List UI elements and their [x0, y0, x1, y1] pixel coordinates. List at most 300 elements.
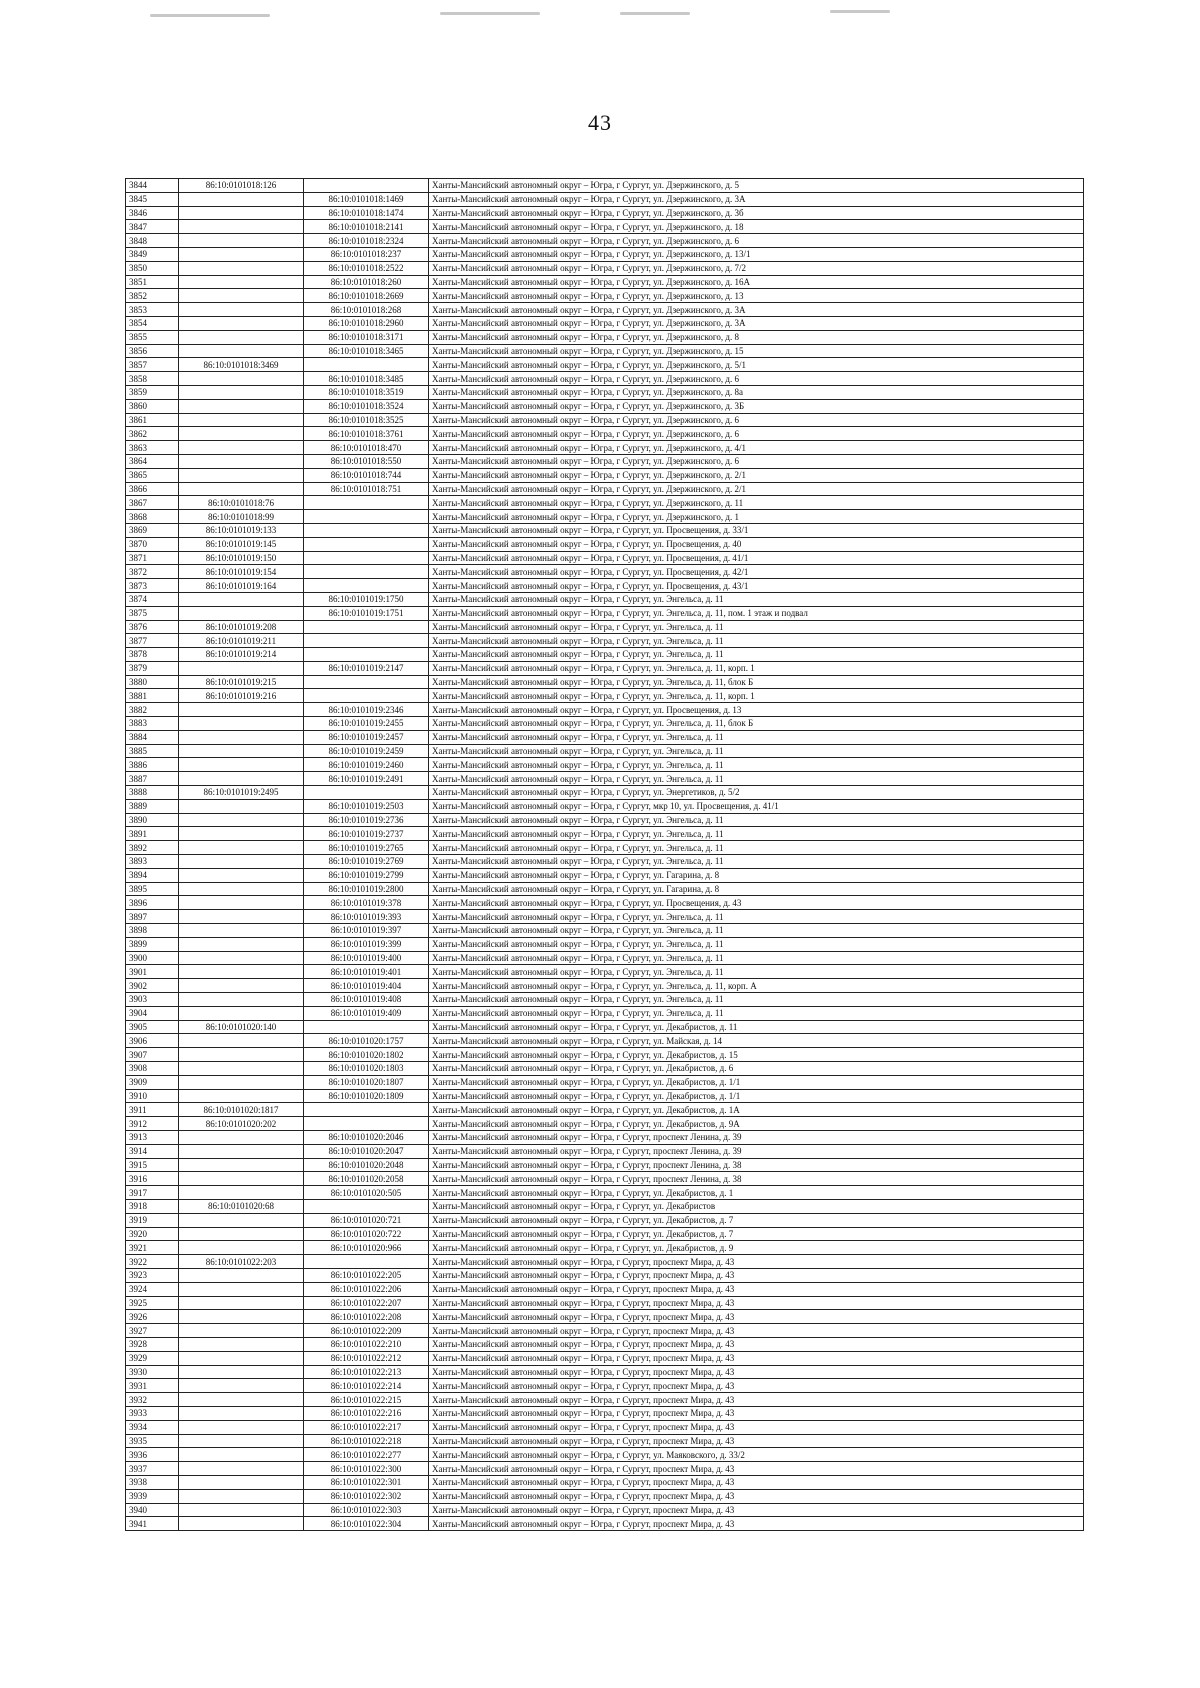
table-row [126, 910, 1084, 924]
row-number-cell: 3898 [126, 924, 179, 938]
building-number-cell: 86:10:0101018:2522 [304, 261, 429, 275]
building-number-cell: 86:10:0101018:3525 [304, 413, 429, 427]
table-row [126, 537, 1084, 551]
land-parcel-number-cell [179, 1144, 304, 1158]
table-row [126, 399, 1084, 413]
building-number-cell: 86:10:0101018:3761 [304, 427, 429, 441]
land-parcel-number-cell [179, 441, 304, 455]
table-row [126, 1406, 1084, 1420]
building-number-cell: 86:10:0101022:214 [304, 1379, 429, 1393]
table-row [126, 1130, 1084, 1144]
row-number-cell: 3935 [126, 1434, 179, 1448]
table-row [126, 1062, 1084, 1076]
row-number-cell: 3844 [126, 179, 179, 193]
building-number-cell: 86:10:0101019:2736 [304, 813, 429, 827]
table-row [126, 482, 1084, 496]
table-row [126, 951, 1084, 965]
land-parcel-number-cell [179, 1034, 304, 1048]
building-number-cell [304, 179, 429, 193]
building-number-cell: 86:10:0101020:1757 [304, 1034, 429, 1048]
land-parcel-number-cell [179, 910, 304, 924]
address-cell: Ханты-Мансийский автономный округ – Югра, г Сургут, проспект Ленина, д. 39 [429, 1130, 1084, 1144]
row-number-cell: 3933 [126, 1406, 179, 1420]
building-number-cell: 86:10:0101019:2460 [304, 758, 429, 772]
table-row [126, 620, 1084, 634]
row-number-cell: 3921 [126, 1241, 179, 1255]
address-cell: Ханты-Мансийский автономный округ – Югра, г Сургут, ул. Энгельса, д. 11, корп. 1 [429, 689, 1084, 703]
table-row [126, 510, 1084, 524]
building-number-cell: 86:10:0101020:1802 [304, 1048, 429, 1062]
building-number-cell: 86:10:0101022:277 [304, 1448, 429, 1462]
row-number-cell: 3885 [126, 744, 179, 758]
row-number-cell: 3869 [126, 523, 179, 537]
row-number-cell: 3897 [126, 910, 179, 924]
building-number-cell [304, 648, 429, 662]
scan-artifact [620, 12, 690, 15]
address-cell: Ханты-Мансийский автономный округ – Югра, г Сургут, ул. Энгельса, д. 11 [429, 634, 1084, 648]
row-number-cell: 3846 [126, 206, 179, 220]
row-number-cell: 3871 [126, 551, 179, 565]
scan-artifact [440, 12, 540, 15]
building-number-cell: 86:10:0101022:216 [304, 1406, 429, 1420]
address-cell: Ханты-Мансийский автономный округ – Югра, г Сургут, ул. Декабристов, д. 1А [429, 1103, 1084, 1117]
building-number-cell: 86:10:0101020:2058 [304, 1172, 429, 1186]
address-cell: Ханты-Мансийский автономный округ – Югра, г Сургут, ул. Энгельса, д. 11 [429, 1006, 1084, 1020]
land-parcel-number-cell [179, 1310, 304, 1324]
land-parcel-number-cell [179, 192, 304, 206]
table-row [126, 372, 1084, 386]
address-cell: Ханты-Мансийский автономный округ – Югра, г Сургут, ул. Декабристов, д. 1 [429, 1186, 1084, 1200]
land-parcel-number-cell: 86:10:0101019:2495 [179, 786, 304, 800]
land-parcel-number-cell [179, 896, 304, 910]
land-parcel-number-cell [179, 468, 304, 482]
table-body [126, 179, 1084, 1531]
land-parcel-number-cell: 86:10:0101019:133 [179, 523, 304, 537]
building-number-cell: 86:10:0101019:2147 [304, 661, 429, 675]
building-number-cell: 86:10:0101019:401 [304, 965, 429, 979]
building-number-cell [304, 620, 429, 634]
address-cell: Ханты-Мансийский автономный округ – Югра, г Сургут, ул. Энгельса, д. 11 [429, 744, 1084, 758]
land-parcel-number-cell [179, 482, 304, 496]
table-row [126, 496, 1084, 510]
row-number-cell: 3865 [126, 468, 179, 482]
row-number-cell: 3890 [126, 813, 179, 827]
building-number-cell: 86:10:0101022:300 [304, 1462, 429, 1476]
building-number-cell: 86:10:0101018:2324 [304, 234, 429, 248]
row-number-cell: 3928 [126, 1337, 179, 1351]
address-cell: Ханты-Мансийский автономный округ – Югра, г Сургут, ул. Декабристов [429, 1199, 1084, 1213]
table-row [126, 1034, 1084, 1048]
land-parcel-number-cell: 86:10:0101019:164 [179, 579, 304, 593]
land-parcel-number-cell [179, 1475, 304, 1489]
table-row [126, 1393, 1084, 1407]
building-number-cell: 86:10:0101019:397 [304, 924, 429, 938]
address-cell: Ханты-Мансийский автономный округ – Югра, г Сургут, ул. Просвещения, д. 43/1 [429, 579, 1084, 593]
row-number-cell: 3892 [126, 841, 179, 855]
land-parcel-number-cell [179, 1227, 304, 1241]
table-row [126, 289, 1084, 303]
building-number-cell: 86:10:0101018:3485 [304, 372, 429, 386]
address-cell: Ханты-Мансийский автономный округ – Югра, г Сургут, проспект Ленина, д. 38 [429, 1172, 1084, 1186]
address-cell: Ханты-Мансийский автономный округ – Югра, г Сургут, ул. Энгельса, д. 11 [429, 993, 1084, 1007]
land-parcel-number-cell [179, 758, 304, 772]
row-number-cell: 3931 [126, 1379, 179, 1393]
table-row [126, 1241, 1084, 1255]
table-row [126, 1172, 1084, 1186]
land-parcel-number-cell [179, 385, 304, 399]
building-number-cell: 86:10:0101020:2046 [304, 1130, 429, 1144]
land-parcel-number-cell [179, 330, 304, 344]
table-row [126, 1503, 1084, 1517]
address-cell: Ханты-Мансийский автономный округ – Югра, г Сургут, ул. Энгельса, д. 11 [429, 951, 1084, 965]
land-parcel-number-cell: 86:10:0101018:126 [179, 179, 304, 193]
land-parcel-number-cell [179, 592, 304, 606]
address-cell: Ханты-Мансийский автономный округ – Югра, г Сургут, проспект Мира, д. 43 [429, 1475, 1084, 1489]
building-number-cell [304, 786, 429, 800]
row-number-cell: 3899 [126, 937, 179, 951]
land-parcel-number-cell [179, 1075, 304, 1089]
table-row [126, 523, 1084, 537]
address-cell: Ханты-Мансийский автономный округ – Югра, г Сургут, ул. Дзержинского, д. 3А [429, 192, 1084, 206]
row-number-cell: 3894 [126, 868, 179, 882]
address-cell: Ханты-Мансийский автономный округ – Югра, г Сургут, ул. Дзержинского, д. 7/2 [429, 261, 1084, 275]
address-cell: Ханты-Мансийский автономный округ – Югра, г Сургут, ул. Дзержинского, д. 6 [429, 427, 1084, 441]
building-number-cell: 86:10:0101020:966 [304, 1241, 429, 1255]
address-cell: Ханты-Мансийский автономный округ – Югра, г Сургут, проспект Мира, д. 43 [429, 1296, 1084, 1310]
land-parcel-number-cell [179, 661, 304, 675]
address-cell: Ханты-Мансийский автономный округ – Югра, г Сургут, ул. Дзержинского, д. 3б [429, 206, 1084, 220]
address-cell: Ханты-Мансийский автономный округ – Югра, г Сургут, ул. Декабристов, д. 7 [429, 1213, 1084, 1227]
land-parcel-number-cell [179, 1434, 304, 1448]
land-parcel-number-cell [179, 606, 304, 620]
table-row [126, 358, 1084, 372]
land-parcel-number-cell [179, 772, 304, 786]
row-number-cell: 3940 [126, 1503, 179, 1517]
table-row [126, 1379, 1084, 1393]
address-cell: Ханты-Мансийский автономный округ – Югра, г Сургут, ул. Дзержинского, д. 8а [429, 385, 1084, 399]
row-number-cell: 3925 [126, 1296, 179, 1310]
row-number-cell: 3847 [126, 220, 179, 234]
building-number-cell: 86:10:0101019:404 [304, 979, 429, 993]
address-cell: Ханты-Мансийский автономный округ – Югра, г Сургут, ул. Энгельса, д. 11 [429, 772, 1084, 786]
building-number-cell: 86:10:0101019:409 [304, 1006, 429, 1020]
building-number-cell: 86:10:0101018:3519 [304, 385, 429, 399]
row-number-cell: 3863 [126, 441, 179, 455]
address-cell: Ханты-Мансийский автономный округ – Югра, г Сургут, ул. Декабристов, д. 9А [429, 1117, 1084, 1131]
row-number-cell: 3911 [126, 1103, 179, 1117]
table-row [126, 220, 1084, 234]
address-cell: Ханты-Мансийский автономный округ – Югра, г Сургут, ул. Энгельса, д. 11 [429, 730, 1084, 744]
table-row [126, 454, 1084, 468]
address-cell: Ханты-Мансийский автономный округ – Югра, г Сургут, проспект Мира, д. 43 [429, 1282, 1084, 1296]
address-cell: Ханты-Мансийский автономный округ – Югра, г Сургут, проспект Мира, д. 43 [429, 1310, 1084, 1324]
table-row [126, 675, 1084, 689]
address-cell: Ханты-Мансийский автономный округ – Югра, г Сургут, проспект Мира, д. 43 [429, 1379, 1084, 1393]
row-number-cell: 3905 [126, 1020, 179, 1034]
address-cell: Ханты-Мансийский автономный округ – Югра, г Сургут, ул. Энгельса, д. 11 [429, 855, 1084, 869]
row-number-cell: 3915 [126, 1158, 179, 1172]
address-cell: Ханты-Мансийский автономный округ – Югра, г Сургут, ул. Декабристов, д. 6 [429, 1062, 1084, 1076]
address-cell: Ханты-Мансийский автономный округ – Югра, г Сургут, проспект Мира, д. 43 [429, 1337, 1084, 1351]
land-parcel-number-cell [179, 924, 304, 938]
address-cell: Ханты-Мансийский автономный округ – Югра, г Сургут, ул. Дзержинского, д. 5/1 [429, 358, 1084, 372]
row-number-cell: 3848 [126, 234, 179, 248]
address-cell: Ханты-Мансийский автономный округ – Югра, г Сургут, ул. Дзержинского, д. 2/1 [429, 468, 1084, 482]
land-parcel-number-cell [179, 1351, 304, 1365]
row-number-cell: 3910 [126, 1089, 179, 1103]
address-cell: Ханты-Мансийский автономный округ – Югра, г Сургут, проспект Мира, д. 43 [429, 1503, 1084, 1517]
address-cell: Ханты-Мансийский автономный округ – Югра, г Сургут, ул. Энгельса, д. 11, блок Б [429, 717, 1084, 731]
row-number-cell: 3936 [126, 1448, 179, 1462]
building-number-cell: 86:10:0101022:301 [304, 1475, 429, 1489]
table-row [126, 1365, 1084, 1379]
building-number-cell: 86:10:0101018:3171 [304, 330, 429, 344]
address-cell: Ханты-Мансийский автономный округ – Югра, г Сургут, ул. Энгельса, д. 11 [429, 910, 1084, 924]
table-row [126, 1462, 1084, 1476]
building-number-cell: 86:10:0101022:208 [304, 1310, 429, 1324]
row-number-cell: 3886 [126, 758, 179, 772]
table-row [126, 965, 1084, 979]
land-parcel-number-cell [179, 841, 304, 855]
land-parcel-number-cell [179, 1393, 304, 1407]
table-row [126, 579, 1084, 593]
table-row [126, 841, 1084, 855]
building-number-cell: 86:10:0101019:378 [304, 896, 429, 910]
land-parcel-number-cell [179, 993, 304, 1007]
land-parcel-number-cell [179, 220, 304, 234]
address-cell: Ханты-Мансийский автономный округ – Югра, г Сургут, ул. Дзержинского, д. 6 [429, 234, 1084, 248]
table-row [126, 979, 1084, 993]
land-parcel-number-cell [179, 937, 304, 951]
table-row [126, 1103, 1084, 1117]
address-cell: Ханты-Мансийский автономный округ – Югра, г Сургут, ул. Дзержинского, д. 16А [429, 275, 1084, 289]
address-cell: Ханты-Мансийский автономный округ – Югра, г Сургут, ул. Энгельса, д. 11, блок Б [429, 675, 1084, 689]
address-cell: Ханты-Мансийский автономный округ – Югра, г Сургут, проспект Мира, д. 43 [429, 1255, 1084, 1269]
row-number-cell: 3887 [126, 772, 179, 786]
land-parcel-number-cell [179, 1006, 304, 1020]
address-cell: Ханты-Мансийский автономный округ – Югра, г Сургут, ул. Просвещения, д. 41/1 [429, 551, 1084, 565]
land-parcel-number-cell [179, 1130, 304, 1144]
table-row [126, 1268, 1084, 1282]
building-number-cell [304, 1199, 429, 1213]
table-row [126, 247, 1084, 261]
address-cell: Ханты-Мансийский автономный округ – Югра, г Сургут, ул. Энгельса, д. 11 [429, 841, 1084, 855]
table-row [126, 1282, 1084, 1296]
row-number-cell: 3868 [126, 510, 179, 524]
building-number-cell: 86:10:0101022:215 [304, 1393, 429, 1407]
row-number-cell: 3930 [126, 1365, 179, 1379]
row-number-cell: 3919 [126, 1213, 179, 1227]
land-parcel-number-cell: 86:10:0101019:145 [179, 537, 304, 551]
land-parcel-number-cell [179, 413, 304, 427]
row-number-cell: 3879 [126, 661, 179, 675]
address-cell: Ханты-Мансийский автономный округ – Югра, г Сургут, проспект Мира, д. 43 [429, 1462, 1084, 1476]
row-number-cell: 3850 [126, 261, 179, 275]
row-number-cell: 3912 [126, 1117, 179, 1131]
building-number-cell: 86:10:0101019:2769 [304, 855, 429, 869]
table-row [126, 648, 1084, 662]
address-cell: Ханты-Мансийский автономный округ – Югра, г Сургут, ул. Просвещения, д. 43 [429, 896, 1084, 910]
land-parcel-number-cell: 86:10:0101018:99 [179, 510, 304, 524]
table-row [126, 1337, 1084, 1351]
land-parcel-number-cell [179, 1448, 304, 1462]
address-cell: Ханты-Мансийский автономный округ – Югра, г Сургут, ул. Энгельса, д. 11 [429, 937, 1084, 951]
land-parcel-number-cell: 86:10:0101020:1817 [179, 1103, 304, 1117]
land-parcel-number-cell [179, 813, 304, 827]
address-cell: Ханты-Мансийский автономный округ – Югра, г Сургут, ул. Дзержинского, д. 5 [429, 179, 1084, 193]
building-number-cell: 86:10:0101022:205 [304, 1268, 429, 1282]
table-row [126, 827, 1084, 841]
land-parcel-number-cell [179, 979, 304, 993]
land-parcel-number-cell [179, 744, 304, 758]
building-number-cell [304, 496, 429, 510]
table-row [126, 730, 1084, 744]
address-cell: Ханты-Мансийский автономный округ – Югра, г Сургут, ул. Просвещения, д. 13 [429, 703, 1084, 717]
row-number-cell: 3856 [126, 344, 179, 358]
row-number-cell: 3913 [126, 1130, 179, 1144]
table-row [126, 868, 1084, 882]
land-parcel-number-cell [179, 730, 304, 744]
building-number-cell [304, 1103, 429, 1117]
address-cell: Ханты-Мансийский автономный округ – Югра, г Сургут, ул. Декабристов, д. 7 [429, 1227, 1084, 1241]
land-parcel-number-cell [179, 1503, 304, 1517]
table-row [126, 882, 1084, 896]
row-number-cell: 3889 [126, 799, 179, 813]
land-parcel-number-cell [179, 1062, 304, 1076]
row-number-cell: 3908 [126, 1062, 179, 1076]
building-number-cell: 86:10:0101018:744 [304, 468, 429, 482]
land-parcel-number-cell [179, 399, 304, 413]
row-number-cell: 3870 [126, 537, 179, 551]
table-row [126, 689, 1084, 703]
table-row [126, 565, 1084, 579]
address-cell: Ханты-Мансийский автономный округ – Югра, г Сургут, проспект Мира, д. 43 [429, 1406, 1084, 1420]
table-row [126, 1351, 1084, 1365]
table-row [126, 261, 1084, 275]
address-cell: Ханты-Мансийский автономный округ – Югра, г Сургут, ул. Дзержинского, д. 3Б [429, 399, 1084, 413]
land-parcel-number-cell [179, 1489, 304, 1503]
row-number-cell: 3907 [126, 1048, 179, 1062]
row-number-cell: 3853 [126, 303, 179, 317]
address-cell: Ханты-Мансийский автономный округ – Югра, г Сургут, ул. Энгельса, д. 11 [429, 965, 1084, 979]
page-number: 43 [588, 110, 612, 135]
building-number-cell [304, 358, 429, 372]
land-parcel-number-cell [179, 703, 304, 717]
land-parcel-number-cell [179, 454, 304, 468]
building-number-cell: 86:10:0101019:393 [304, 910, 429, 924]
building-number-cell [304, 1255, 429, 1269]
address-cell: Ханты-Мансийский автономный округ – Югра, г Сургут, ул. Просвещения, д. 42/1 [429, 565, 1084, 579]
row-number-cell: 3849 [126, 247, 179, 261]
address-cell: Ханты-Мансийский автономный округ – Югра, г Сургут, ул. Дзержинского, д. 1 [429, 510, 1084, 524]
land-parcel-number-cell [179, 1186, 304, 1200]
building-number-cell: 86:10:0101020:2047 [304, 1144, 429, 1158]
building-number-cell: 86:10:0101018:237 [304, 247, 429, 261]
row-number-cell: 3917 [126, 1186, 179, 1200]
table-row [126, 993, 1084, 1007]
land-parcel-number-cell: 86:10:0101020:68 [179, 1199, 304, 1213]
table-row [126, 1448, 1084, 1462]
address-cell: Ханты-Мансийский автономный округ – Югра, г Сургут, ул. Энгельса, д. 11 [429, 592, 1084, 606]
address-cell: Ханты-Мансийский автономный округ – Югра, г Сургут, ул. Дзержинского, д. 18 [429, 220, 1084, 234]
building-number-cell: 86:10:0101019:2737 [304, 827, 429, 841]
land-parcel-number-cell [179, 247, 304, 261]
land-parcel-number-cell: 86:10:0101019:215 [179, 675, 304, 689]
building-number-cell: 86:10:0101020:1803 [304, 1062, 429, 1076]
row-number-cell: 3914 [126, 1144, 179, 1158]
row-number-cell: 3918 [126, 1199, 179, 1213]
row-number-cell: 3857 [126, 358, 179, 372]
row-number-cell: 3888 [126, 786, 179, 800]
row-number-cell: 3926 [126, 1310, 179, 1324]
row-number-cell: 3893 [126, 855, 179, 869]
land-parcel-number-cell: 86:10:0101019:150 [179, 551, 304, 565]
row-number-cell: 3878 [126, 648, 179, 662]
table-row [126, 634, 1084, 648]
table-row [126, 703, 1084, 717]
building-number-cell [304, 565, 429, 579]
table-row [126, 758, 1084, 772]
building-number-cell [304, 675, 429, 689]
row-number-cell: 3867 [126, 496, 179, 510]
row-number-cell: 3875 [126, 606, 179, 620]
land-parcel-number-cell [179, 1241, 304, 1255]
row-number-cell: 3858 [126, 372, 179, 386]
address-cell: Ханты-Мансийский автономный округ – Югра, г Сургут, ул. Энергетиков, д. 5/2 [429, 786, 1084, 800]
table-row [126, 772, 1084, 786]
table-row [126, 1075, 1084, 1089]
row-number-cell: 3924 [126, 1282, 179, 1296]
address-cell: Ханты-Мансийский автономный округ – Югра, г Сургут, ул. Дзержинского, д. 15 [429, 344, 1084, 358]
land-parcel-number-cell [179, 1324, 304, 1338]
row-number-cell: 3927 [126, 1324, 179, 1338]
address-cell: Ханты-Мансийский автономный округ – Югра, г Сургут, ул. Дзержинского, д. 13/1 [429, 247, 1084, 261]
building-number-cell [304, 579, 429, 593]
row-number-cell: 3862 [126, 427, 179, 441]
address-cell: Ханты-Мансийский автономный округ – Югра, г Сургут, ул. Дзержинского, д. 6 [429, 413, 1084, 427]
row-number-cell: 3864 [126, 454, 179, 468]
building-number-cell: 86:10:0101019:2799 [304, 868, 429, 882]
row-number-cell: 3902 [126, 979, 179, 993]
table-row [126, 1420, 1084, 1434]
row-number-cell: 3895 [126, 882, 179, 896]
land-parcel-number-cell [179, 1089, 304, 1103]
row-number-cell: 3877 [126, 634, 179, 648]
land-parcel-number-cell: 86:10:0101019:216 [179, 689, 304, 703]
row-number-cell: 3866 [126, 482, 179, 496]
table-row [126, 1517, 1084, 1531]
row-number-cell: 3929 [126, 1351, 179, 1365]
row-number-cell: 3920 [126, 1227, 179, 1241]
table-row [126, 1117, 1084, 1131]
row-number-cell: 3881 [126, 689, 179, 703]
land-parcel-number-cell [179, 868, 304, 882]
address-cell: Ханты-Мансийский автономный округ – Югра, г Сургут, ул. Дзержинского, д. 4/1 [429, 441, 1084, 455]
table-row [126, 234, 1084, 248]
table-row [126, 1489, 1084, 1503]
building-number-cell [304, 1020, 429, 1034]
building-number-cell: 86:10:0101018:1474 [304, 206, 429, 220]
row-number-cell: 3876 [126, 620, 179, 634]
building-number-cell: 86:10:0101019:1750 [304, 592, 429, 606]
table-row [126, 717, 1084, 731]
address-cell: Ханты-Мансийский автономный округ – Югра, г Сургут, проспект Ленина, д. 39 [429, 1144, 1084, 1158]
table-row [126, 413, 1084, 427]
cadastral-table [125, 178, 1084, 1531]
building-number-cell: 86:10:0101019:399 [304, 937, 429, 951]
land-parcel-number-cell [179, 1420, 304, 1434]
address-cell: Ханты-Мансийский автономный округ – Югра, г Сургут, проспект Мира, д. 43 [429, 1434, 1084, 1448]
